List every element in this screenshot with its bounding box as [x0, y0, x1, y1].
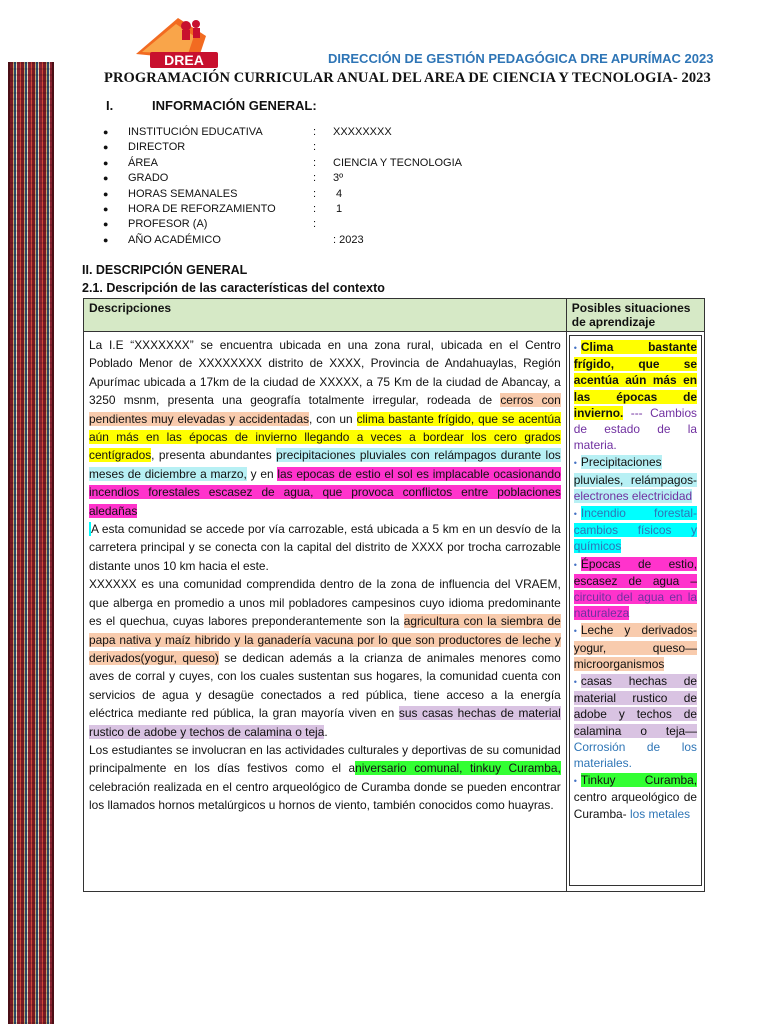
info-value: XXXXXXXX — [333, 126, 392, 138]
situation-item: • casas hechas de material rustico de adobe y techos de calamina o teja—Corrosión de los materiales. — [573, 674, 697, 771]
description-paragraph-2: A esta comunidad se accede por vía carrozable, está ubicada a 5 km en un desvío de la carretera principal y se conecta con la capital del distrito de XXXX por trocha carrozable distante unos 10 km hacia el este. — [89, 522, 561, 573]
info-label: INSTITUCIÓN EDUCATIVA — [128, 126, 263, 138]
info-value: 3º — [333, 172, 344, 185]
section-number: I. — [106, 98, 114, 113]
decorative-woven-border — [8, 62, 54, 1024]
info-label: DIRECTOR — [128, 141, 186, 154]
situation-item: • Leche y derivados-yogur, queso—microorganismos — [573, 623, 697, 671]
info-row: ● AÑO ACADÉMICO : 2023 — [103, 233, 462, 248]
section-title: INFORMACIÓN GENERAL: — [152, 98, 317, 113]
info-label: PROFESOR (A) — [128, 218, 208, 231]
info-value: : 2023 — [333, 233, 364, 246]
situation-item: • Tinkuy Curamba, centro arqueológico de Curamba- los metales — [573, 773, 697, 821]
info-label: AÑO ACADÉMICO — [128, 233, 221, 246]
info-value: 1 — [336, 202, 343, 215]
logo-text: DREA — [164, 52, 204, 68]
section-2-heading: II. DESCRIPCIÓN GENERAL — [82, 263, 248, 277]
info-row: ● HORA DE REFORZAMIENTO : 1 — [103, 202, 462, 217]
description-paragraph-3: XXXXXX es una comunidad comprendida dentro de la zona de influencia del VRAEM, que alberga en promedio a unos mil pobladores campesinos cuyo idioma predominante es el quechua, cuyas labores preponderantemente son la agricultura con la siembra de papa nativa y maíz hibrido y la ganadería vacuna por lo que son productores de leche y derivados(yogur, queso) se dedican además a la crianza de animales menores como aves de corral y cuyes, con los cuales sustentan sus hogares, la comunidad cuenta con servicios de agua y desagüe conectados a red pública, tiene acceso a la energía eléctrica mediante red pública, la gran mayoría viven en sus casas hechas de material rustico de adobe y techos de calamina o teja. — [89, 577, 561, 739]
situation-item: • Precipitaciones pluviales, relámpagos-electrones electricidad — [573, 455, 697, 503]
situation-item: • Incendio forestal-cambios físicos y químicos — [573, 506, 697, 554]
info-row: ● INSTITUCIÓN EDUCATIVA : XXXXXXXX — [103, 125, 462, 140]
description-paragraph-4: Los estudiantes se involucran en las actividades culturales y deportivas de su comunidad principalmente en los días festivos como el aniversario comunal, tinkuy Curamba, celebración realizada en el centro arqueológico de Curamba donde se pueden encontrar los llamados hornos metalúrgicos u hornos de viento, también conocidos como huayras. — [89, 742, 561, 813]
info-row: ● GRADO : 3º — [103, 171, 462, 186]
info-label: HORAS SEMANALES — [128, 187, 238, 200]
info-value: CIENCIA Y TECNOLOGIA — [333, 156, 462, 169]
situations-list — [569, 335, 702, 886]
situations-cell — [566, 332, 704, 892]
section-2-1-heading: 2.1. Descripción de las características del contexto — [82, 281, 385, 295]
info-row: ● HORAS SEMANALES : 4 — [103, 187, 462, 202]
info-row: ● PROFESOR (A) : — [103, 217, 462, 232]
table-header-situations: Posibles situaciones de aprendizaje — [566, 299, 704, 332]
context-table — [83, 298, 705, 892]
info-label: GRADO — [128, 172, 169, 185]
situation-item: • Épocas de estio, escasez de agua –circuito del agua en la naturaleza — [573, 556, 697, 621]
info-row: ● ÁREA : CIENCIA Y TECNOLOGIA — [103, 156, 462, 171]
document-title: PROGRAMACIÓN CURRICULAR ANUAL DEL AREA DE CIENCIA Y TECNOLOGIA- 2023 — [104, 70, 711, 86]
description-paragraph-1: La I.E “XXXXXXX” se encuentra ubicada en una zona rural, ubicada en el Centro Poblado Menor de XXXXXXXX distrito de XXXX, Provincia de Andahuaylas, Región Apurímac ubicada a 17km de la ciudad de XXXXX, a 75 Km de la ciudad de Abancay, a 3250 msnm, presenta una geografía totalmente irregular, rodeada de cerros con pendientes muy elevadas y accidentadas, con un clima bastante frígido, que se acentúa aún más en las épocas de invierno llegando a veces a bordear los cero grados centígrados, presenta abundantes precipitaciones pluviales con relámpagos durante los meses de diciembre a marzo, y en las epocas de estio el sol es implacable ocasionando incendios forestales escasez de agua, que provoca conflictos entre poblaciones aledañas — [89, 338, 561, 518]
info-value: 4 — [336, 187, 343, 200]
drea-logo — [128, 14, 224, 70]
organization-header: DIRECCIÓN DE GESTIÓN PEDAGÓGICA DRE APURÍMAC 2023 — [328, 51, 714, 66]
info-label: HORA DE REFORZAMIENTO — [128, 202, 276, 215]
info-row: ● DIRECTOR : — [103, 140, 462, 155]
table-header-descriptions: Descripciones — [84, 299, 567, 332]
section-1-heading — [106, 98, 317, 113]
general-info-list — [103, 125, 462, 248]
situation-item: • Clima bastante frígido, que se acentúa aún más en las épocas de invierno. --- Cambios de estado de la materia. — [573, 340, 697, 453]
info-label: ÁREA — [128, 156, 158, 169]
descriptions-cell — [84, 332, 567, 892]
